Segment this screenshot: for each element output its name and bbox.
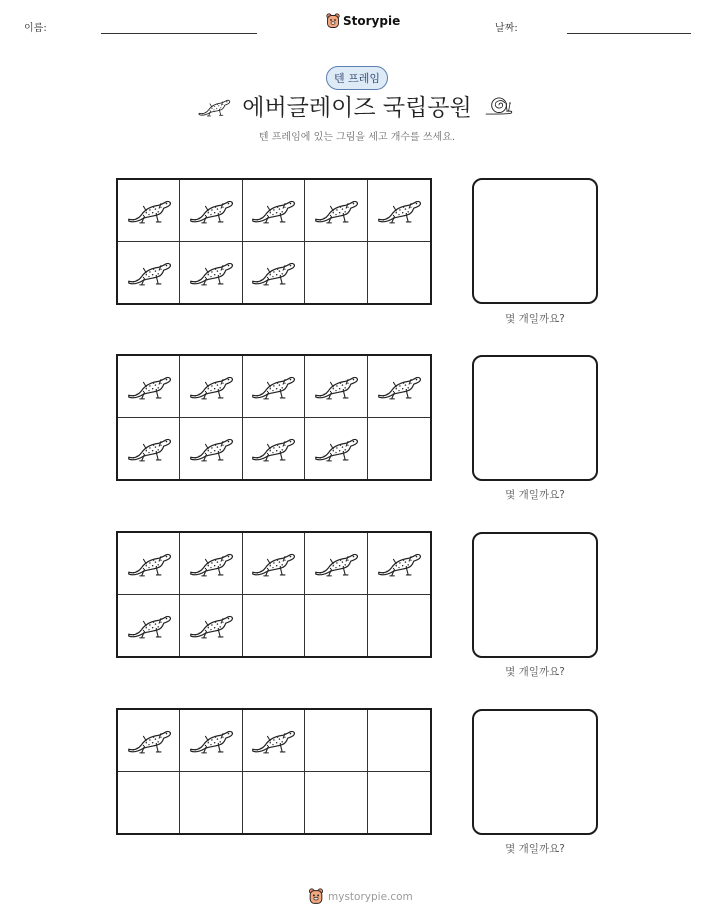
frame-cell (305, 356, 367, 418)
bear-icon (308, 888, 324, 905)
lizard-icon (188, 609, 234, 641)
frame-cell (368, 242, 430, 304)
frame-cell (180, 595, 242, 657)
frame-cell (368, 418, 430, 480)
frame-cell (368, 180, 430, 242)
frame-cell (305, 242, 367, 304)
frame-cell (118, 418, 180, 480)
frame-cell (368, 710, 430, 772)
answer-box-1[interactable] (472, 178, 598, 304)
footer-url[interactable]: mystorypie.com (328, 890, 413, 903)
ten-frame-3 (116, 531, 432, 658)
frame-cell (243, 180, 305, 242)
frame-cell (243, 533, 305, 595)
lizard-icon (250, 547, 296, 579)
lizard-icon (126, 370, 172, 402)
frame-cell (180, 533, 242, 595)
frame-cell (305, 418, 367, 480)
frame-cell (368, 595, 430, 657)
snail-icon (484, 95, 514, 117)
lizard-icon (376, 194, 422, 226)
frame-cell (118, 242, 180, 304)
lizard-icon (250, 256, 296, 288)
frame-cell (305, 772, 367, 834)
lizard-icon (376, 547, 422, 579)
frame-cell (305, 710, 367, 772)
instructions: 텐 프레임에 있는 그림을 세고 개수를 쓰세요. (258, 132, 456, 143)
frame-cell (243, 595, 305, 657)
lizard-icon (188, 432, 234, 464)
frame-cell (180, 356, 242, 418)
frame-cell (368, 356, 430, 418)
page-title: 에버글레이즈 국립공원 (242, 95, 472, 121)
frame-cell (118, 356, 180, 418)
lizard-icon (126, 724, 172, 756)
frame-cell (243, 710, 305, 772)
frame-cell (305, 180, 367, 242)
lizard-icon (250, 370, 296, 402)
frame-cell (118, 180, 180, 242)
question-3: 몇 개일까요? (505, 666, 565, 678)
lizard-icon (126, 256, 172, 288)
question-4: 몇 개일까요? (505, 843, 565, 855)
frame-cell (243, 356, 305, 418)
lizard-icon (126, 432, 172, 464)
frame-cell (243, 772, 305, 834)
frame-cell (180, 242, 242, 304)
lizard-icon (313, 432, 359, 464)
frame-cell (305, 533, 367, 595)
lizard-icon (376, 370, 422, 402)
answer-box-3[interactable] (472, 532, 598, 658)
name-label: 이름: (24, 23, 47, 34)
lizard-icon (188, 194, 234, 226)
answer-box-2[interactable] (472, 355, 598, 481)
lizard-icon (250, 432, 296, 464)
frame-cell (305, 595, 367, 657)
frame-cell (243, 418, 305, 480)
frame-cell (368, 533, 430, 595)
lizard-icon (250, 724, 296, 756)
frame-cell (180, 180, 242, 242)
lizard-icon (250, 194, 296, 226)
frame-cell (180, 710, 242, 772)
lizard-icon (126, 609, 172, 641)
ten-frame-4 (116, 708, 432, 835)
frame-cell (180, 772, 242, 834)
date-label: 날짜: (495, 23, 518, 34)
ten-frame-badge: 텐 프레임 (326, 66, 388, 90)
bear-icon (326, 13, 340, 29)
frame-cell (118, 533, 180, 595)
frame-cell (118, 772, 180, 834)
lizard-icon (126, 547, 172, 579)
brand-name: Storypie (343, 14, 401, 28)
lizard-icon (188, 724, 234, 756)
lizard-icon (188, 547, 234, 579)
frame-cell (368, 772, 430, 834)
answer-box-4[interactable] (472, 709, 598, 835)
lizard-icon (126, 194, 172, 226)
ten-frame-2 (116, 354, 432, 481)
name-line[interactable] (101, 33, 257, 34)
ten-frame-1 (116, 178, 432, 305)
lizard-icon (188, 256, 234, 288)
frame-cell (118, 710, 180, 772)
frame-cell (243, 242, 305, 304)
brand-logo (326, 13, 400, 29)
footer (308, 888, 413, 905)
frame-cell (118, 595, 180, 657)
lizard-icon (313, 370, 359, 402)
lizard-icon (313, 547, 359, 579)
lizard-icon (313, 194, 359, 226)
question-1: 몇 개일까요? (505, 313, 565, 325)
date-line[interactable] (567, 33, 691, 34)
question-2: 몇 개일까요? (505, 489, 565, 501)
frame-cell (180, 418, 242, 480)
lizard-icon (188, 370, 234, 402)
